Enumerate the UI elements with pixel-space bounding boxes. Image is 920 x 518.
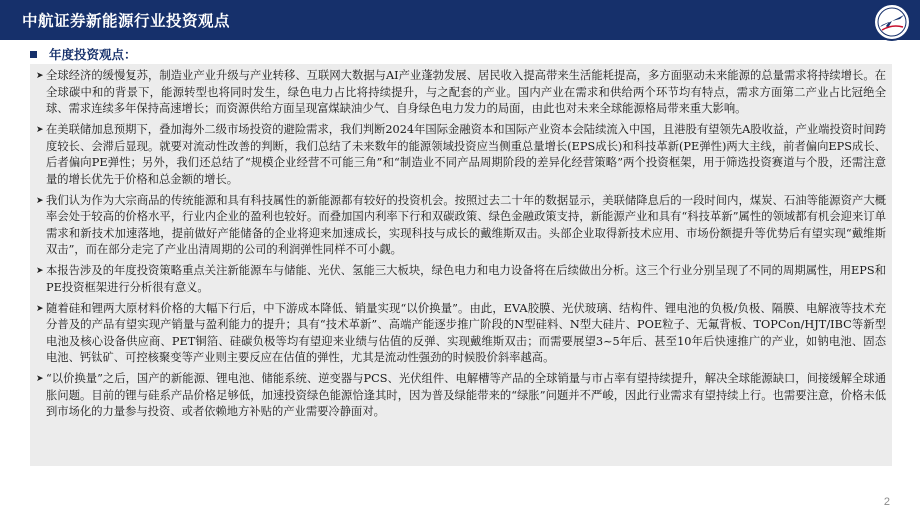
arrow-bullet-icon: ➤ <box>36 303 44 314</box>
arrow-bullet-icon: ➤ <box>36 374 44 384</box>
paragraph-text: 随着硅和锂两大原材料价格的大幅下行后，中下游成本降低、销量实现“以价换量”。由此，EVA胶膜、光伏玻璃、结构件、锂电池的负极/负极、隔膜、电解液等技术充分普及的产品有望实现产销量与盈利能力的提升；具有“技术革新”、高端产能逐步推广阶段的N型硅料、N型大硅片、POE粒子、无氟背板、TOPCon/HJT/IBC等新型电池及核心设备供应商、PET铜箔、硅碳负极等均有望迎来业绩与估值的反弹、实现戴维斯双击；而需要展望3~5年后、甚至10年后快速推广的产业，如钠电池、固态电池、钙钛矿、可控核聚变等产业则主要反应在估值的弹性，尤其是流动性强劲的时候股价斜率越高。 <box>46 301 886 364</box>
section-heading-text: 年度投资观点： <box>49 47 137 62</box>
page-title: 中航证券新能源行业投资观点 <box>22 12 231 30</box>
section-heading <box>30 45 137 63</box>
content-box <box>30 64 892 466</box>
paragraph-text: “以价换量”之后，国产的新能源、锂电池、储能系统、逆变器与PCS、光伏组件、电解槽等产品的全球销量与市占率有望持续提升，解决全球能源缺口，间接缓解全球通胀问题。目前的锂与硅系产品价格足够低，加速投资绿色能源恰逢其时，因为普及绿能带来的“绿胀”问题并不严峻，因此行业需求有望持续上行。也需要注意，价格未低到市场化的力量参与投资、或者依赖地方补贴的产业需要冷静面对。 <box>46 372 886 418</box>
arrow-bullet-icon: ➤ <box>36 71 44 81</box>
arrow-bullet-icon: ➤ <box>36 266 44 276</box>
paragraph <box>36 193 886 259</box>
header-bar <box>0 0 920 40</box>
page-number: 2 <box>883 496 890 508</box>
paragraph <box>36 371 886 421</box>
arrow-bullet-icon: ➤ <box>36 195 44 206</box>
aviation-logo-icon <box>870 0 914 44</box>
paragraph <box>36 301 886 367</box>
paragraph-text: 在美联储加息预期下，叠加海外二级市场投资的避险需求，我们判断2024年国际金融资本和国际产业资本会陆续流入中国，且港股有望领先A股收益，产业端投资时间跨度较长、会滞后显现。就要对流动性改善的判断，我们总结了未来数年的能源领域投资应当侧重总量增长(EPS成长)和科技革新(PE弹性)两大主线，前者偏向EPS成长、后者偏向PE弹性；另外，我们还总结了“规模企业经营不可能三角”和“制造业不同产品周期阶段的差异化经营策略”两个投资框架，用于筛选投资赛道与个股，还需注意量的增长优先于价格和总金额的增长。 <box>46 123 886 186</box>
paragraph <box>36 68 886 118</box>
paragraph-text: 本报告涉及的年度投资策略重点关注新能源车与储能、光伏、氢能三大板块，绿色电力和电力设备将在后续做出分析。这三个行业分别呈现了不同的周期属性，用EPS和PE投资框架进行分析很有意义。 <box>46 264 886 294</box>
paragraph-text: 我们认为作为大宗商品的传统能源和具有科技属性的新能源都有较好的投资机会。按照过去二十年的数据显示，美联储降息后的一段时间内，煤炭、石油等能源资产大概率会处于较高的价格水平，行业内企业的盈利也较好。而叠加国内利率下行和双碳政策、绿色金融政策支持，新能源产业和具有“科技革新”属性的领域都有机会迎来订单需求和新技术加速落地，提前做好产能储备的企业将迎来加速成长，实现科技与成长的戴维斯双击。头部企业取得新技术应用、市场份额提升等优势后有望实现“戴维斯双击”，而在部分走完了产业出清周期的公司的利润弹性同样不可小觑。 <box>46 193 886 256</box>
paragraph-text: 全球经济的缓慢复苏，制造业产业升级与产业转移、互联网大数据与AI产业蓬勃发展、居民收入提高带来生活能耗提高，多方面驱动未来能源的总量需求将持续增长。在全球碳中和的背景下，能源转型也将同时发生，绿色电力占比将持续提升，与之配套的产业。国内产业在需求和供给两个环节均有特点，需求方面第二产业占比冠绝全球、需求连续多年保持高速增长；而资源供给方面呈现富煤缺油少气、自身绿色电力发力的局面，由此也对未来全球能源格局带来重大影响。 <box>46 69 886 115</box>
arrow-bullet-icon: ➤ <box>36 125 44 135</box>
paragraph <box>36 263 886 296</box>
square-bullet-icon <box>30 51 37 58</box>
paragraph <box>36 122 886 188</box>
